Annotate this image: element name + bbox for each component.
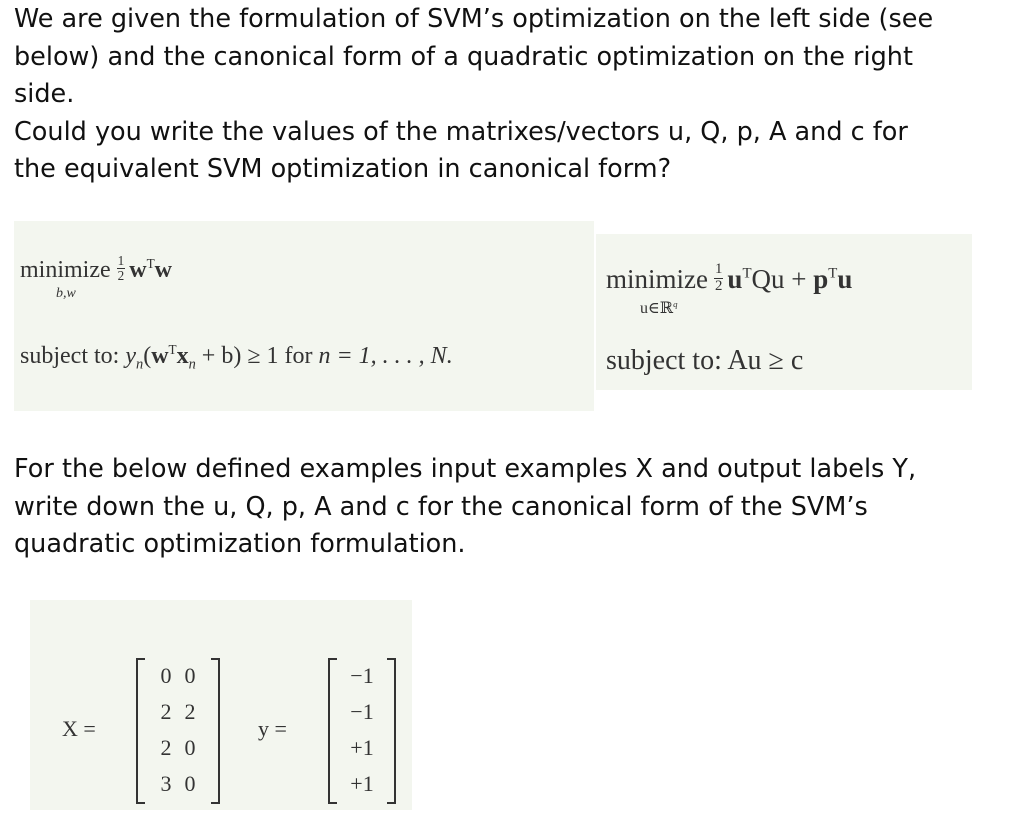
svm-constraint: subject to: $y_n(w^Tx_n + b) \ge 1$ for n = 1, . . . , N. — [20, 342, 453, 373]
x-matrix-cell: 0 — [184, 735, 196, 760]
y-vector-cell: −1 — [350, 699, 374, 724]
x-matrix-cell: 0 — [184, 771, 196, 796]
svm-objective: minimize $\frac{1}{2}$ $w^Tw$ — [20, 252, 172, 284]
svm-minimize-variables: b,w — [56, 286, 76, 301]
intro-line: side. — [14, 79, 75, 109]
y-vector-row — [328, 730, 396, 766]
left-bracket — [328, 658, 337, 804]
y-vector — [328, 658, 396, 804]
intro-paragraph — [14, 1, 1014, 189]
followup-line: write down the u, Q, p, A and c for the canonical form of the SVM’s — [14, 491, 868, 522]
canonical-constraint: subject to: Au ≥ c — [606, 345, 804, 376]
minimize-word: minimize — [606, 264, 708, 295]
x-matrix-cell: 2 — [160, 699, 172, 724]
x-matrix-cell: 0 — [184, 663, 196, 688]
right-bracket — [387, 658, 396, 804]
followup-line: quadratic optimization formulation. — [14, 529, 466, 559]
x-matrix-cell: 0 — [160, 663, 172, 688]
intro-line: Could you write the values of the matrixes/vectors u, Q, p, A and c for — [14, 116, 908, 147]
x-matrix-row — [136, 766, 220, 802]
y-vector-cell: +1 — [350, 771, 374, 796]
canonical-objective: minimize $\frac{1}{2}$ $u^TQu + p^Tu$ — [606, 261, 853, 295]
followup-line: For the below defined examples input examples X and output labels Y, — [14, 454, 917, 484]
y-vector-cell: +1 — [350, 735, 374, 760]
followup-paragraph — [14, 451, 1004, 564]
x-matrix — [136, 658, 220, 804]
x-matrix-cell: 3 — [160, 771, 172, 796]
intro-line: We are given the formulation of SVM’s optimization on the left side (see — [14, 4, 934, 34]
intro-line: below) and the canonical form of a quadratic optimization on the right — [14, 41, 913, 72]
x-matrix-label: X = — [62, 716, 96, 741]
x-matrix-row — [136, 658, 220, 694]
left-bracket — [136, 658, 145, 804]
one-half-fraction: $\frac{1}{2}$ — [714, 261, 723, 294]
x-matrix-row — [136, 730, 220, 766]
x-matrix-cell: 2 — [184, 699, 196, 724]
y-vector-row — [328, 766, 396, 802]
y-vector-cell: −1 — [350, 663, 374, 688]
x-matrix-cell: 2 — [160, 735, 172, 760]
canonical-minimize-variables: u∈ℝ$^q$ — [640, 299, 678, 318]
y-vector-row — [328, 694, 396, 730]
x-matrix-row — [136, 694, 220, 730]
minimize-word: minimize — [20, 257, 111, 284]
y-vector-row — [328, 658, 396, 694]
one-half-fraction: $\frac{1}{2}$ — [117, 252, 125, 283]
y-vector-label: y = — [258, 716, 287, 741]
svm-formulation-panel — [14, 221, 594, 411]
right-bracket — [211, 658, 220, 804]
intro-line: the equivalent SVM optimization in canonical form? — [14, 154, 672, 184]
